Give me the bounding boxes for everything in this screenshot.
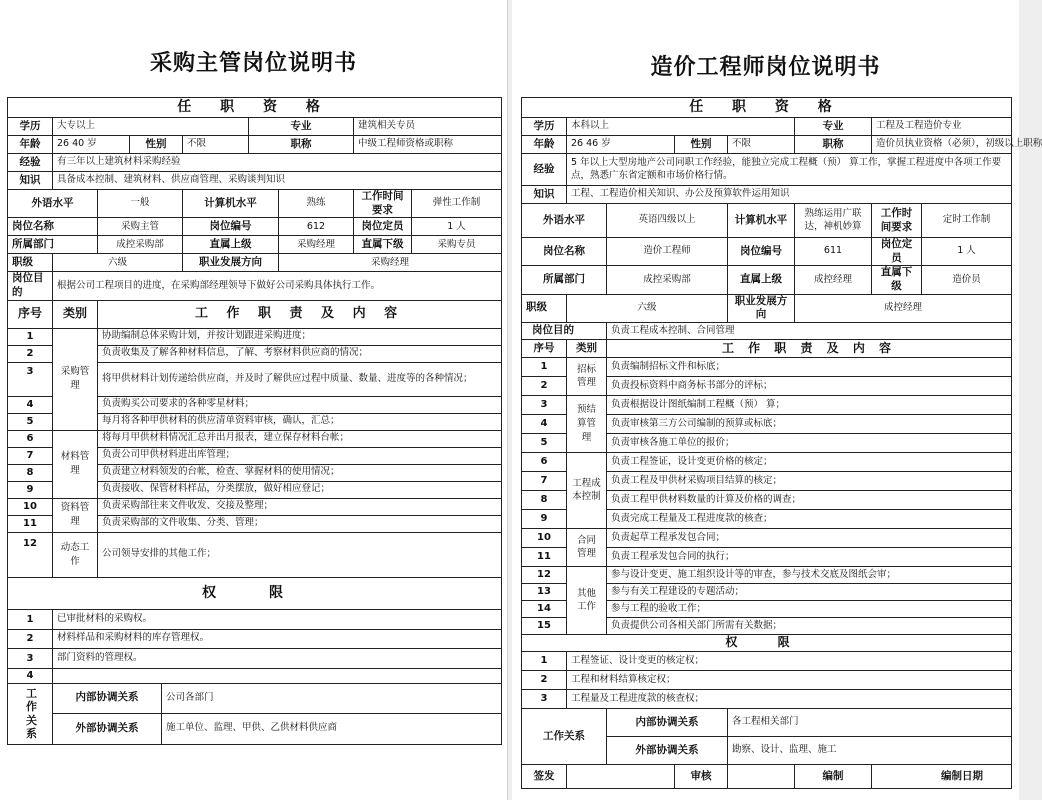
duty-text: 每月将各种甲供材料的供应清单资料审核，确认，汇总； (98, 413, 502, 430)
duty-number: 7 (8, 447, 53, 464)
work-time-value: 定时工作制 (922, 204, 1012, 238)
computer-label: 计算机水平 (728, 204, 795, 238)
authority-number: 1 (522, 651, 567, 670)
duty-text: 负责采购部的文件收集、分类、管理； (98, 515, 502, 532)
duty-text: 负责采购部往来文件收发、交接及整理； (98, 498, 502, 515)
duty-number: 12 (522, 566, 567, 583)
duty-number: 1 (8, 328, 53, 345)
duty-number: 5 (8, 413, 53, 430)
duty-number: 15 (522, 617, 567, 634)
duty-number: 2 (522, 376, 567, 395)
duty-number: 9 (522, 509, 567, 528)
number-header: 序号 (8, 300, 53, 328)
review-value (728, 764, 795, 788)
major-label: 专业 (249, 118, 354, 136)
duty-number: 12 (8, 532, 53, 577)
document-title: 造价工程师岗位说明书 (650, 54, 881, 80)
duty-number: 14 (522, 600, 567, 617)
duty-text: 负责建立材料领发的台帐，检查、掌握材料的使用情况； (98, 464, 502, 481)
review-label: 审核 (675, 764, 728, 788)
section-authority: 权 限 (522, 634, 1012, 651)
duty-number: 11 (522, 547, 567, 566)
category-cost-control: 工程成本控制 (567, 452, 607, 528)
age-value: 26 40 岁 (53, 136, 130, 154)
number-header: 序号 (522, 339, 567, 357)
duty-number: 3 (8, 362, 53, 396)
duty-number: 8 (8, 464, 53, 481)
education-label: 学历 (8, 118, 53, 136)
duty-text: 负责起草工程承发包合同； (607, 528, 1012, 547)
duties-header: 工 作 职 责 及 内 容 (98, 300, 502, 328)
duty-text: 参与工程的验收工作； (607, 600, 1012, 617)
title-value: 造价员执业资格（必须），初级以上职称 (872, 136, 1012, 154)
authority-text (53, 668, 502, 683)
knowledge-label: 知识 (8, 172, 53, 190)
gender-label: 性别 (130, 136, 183, 154)
authority-number: 3 (8, 648, 53, 668)
duty-text: 负责投标资料中商务标书部分的评标； (607, 376, 1012, 395)
duty-text: 参与有关工程建设的专题活动； (607, 583, 1012, 600)
category-purchasing: 采购管理 (53, 328, 98, 430)
duty-text: 负责购买公司要求的各种零星材料； (98, 396, 502, 413)
work-time-label: 工作时间要求 (354, 190, 412, 218)
age-label: 年龄 (8, 136, 53, 154)
headcount-label: 岗位定员 (872, 238, 922, 266)
superior-label: 直属上级 (183, 236, 279, 254)
duty-text: 负责接收、保管材料样品，分类摆放，做好相应登记； (98, 481, 502, 498)
category-header: 类别 (567, 339, 607, 357)
position-code-label: 岗位编号 (728, 238, 795, 266)
duty-number: 10 (8, 498, 53, 515)
education-value: 大专以上 (53, 118, 249, 136)
duty-text: 负责工程承发包合同的执行； (607, 547, 1012, 566)
grade-value: 六级 (567, 294, 728, 322)
work-relations-label (8, 683, 53, 744)
superior-label: 直属上级 (728, 266, 795, 294)
category-other: 其他工作 (567, 566, 607, 634)
department-value: 成控采购部 (607, 266, 728, 294)
duty-text: 负责收集及了解各种材料信息，了解、考察材料供应商的情况； (98, 345, 502, 362)
authority-text: 工程和材料结算核定权； (567, 670, 1012, 689)
category-header: 类别 (53, 300, 98, 328)
duty-number: 13 (522, 583, 567, 600)
title-label: 职称 (795, 136, 872, 154)
duty-number: 1 (522, 357, 567, 376)
duty-number: 2 (8, 345, 53, 362)
subordinate-label: 直属下级 (354, 236, 412, 254)
career-label: 职业发展方向 (183, 254, 279, 272)
duty-text: 公司领导安排的其他工作； (98, 532, 502, 577)
grade-label: 职级 (8, 254, 53, 272)
authority-number: 2 (8, 629, 53, 648)
external-relations-value: 勘察、设计、监理、施工 (728, 736, 1012, 764)
duty-text: 负责工程签证，设计变更价格的核定； (607, 452, 1012, 471)
title-label: 职称 (249, 136, 354, 154)
duty-text: 负责审核第三方公司编制的预算或标底； (607, 414, 1012, 433)
external-relations-value: 施工单位、监理、甲供、乙供材料供应商 (162, 713, 502, 744)
gender-label: 性别 (675, 136, 728, 154)
internal-relations-label: 内部协调关系 (607, 708, 728, 736)
grade-label: 职级 (522, 294, 567, 322)
age-label: 年龄 (522, 136, 567, 154)
major-label: 专业 (795, 118, 872, 136)
duty-text: 负责审核各施工单位的报价； (607, 433, 1012, 452)
authority-text: 材料样品和采购材料的库存管理权。 (53, 629, 502, 648)
education-label: 学历 (522, 118, 567, 136)
duty-number: 10 (522, 528, 567, 547)
knowledge-value: 工程、工程造价相关知识、办公及预算软件运用知识 (567, 186, 1012, 204)
gender-value: 不限 (728, 136, 795, 154)
duty-text: 参与设计变更、施工组织设计等的审查，参与技术交底及图纸会审； (607, 566, 1012, 583)
title-value: 中级工程师资格或职称 (354, 136, 502, 154)
purpose-value: 根据公司工程项目的进度，在采购部经理领导下做好公司采购具体执行工作。 (53, 272, 502, 300)
subordinate-value: 采购专员 (412, 236, 502, 254)
document-page-purchasing-supervisor (0, 0, 508, 800)
sign-label: 签发 (522, 764, 567, 788)
duty-text: 负责公司甲供材料进出库管理； (98, 447, 502, 464)
subordinate-label: 直属下级 (872, 266, 922, 294)
duty-number: 11 (8, 515, 53, 532)
category-documents: 资料管理 (53, 498, 98, 532)
purpose-label: 岗位目的 (8, 272, 53, 300)
duty-number: 7 (522, 471, 567, 490)
work-time-label: 工作时间要求 (872, 204, 922, 238)
position-label: 岗位名称 (8, 218, 98, 236)
grade-value: 六级 (53, 254, 183, 272)
internal-relations-value: 各工程相关部门 (728, 708, 1012, 736)
experience-value: 5 年以上大型房地产公司同职工作经验，能独立完成工程概（预） 算工作，掌握工程进度中各项工作要点，熟悉广东省定额和市场价格行情。 (567, 154, 1012, 186)
duty-text: 负责根据设计图纸编制工程概（预） 算； (607, 395, 1012, 414)
internal-relations-label: 内部协调关系 (53, 683, 162, 713)
superior-value: 成控经理 (795, 266, 872, 294)
duty-number: 6 (8, 430, 53, 447)
language-label: 外语水平 (522, 204, 607, 238)
authority-number: 2 (522, 670, 567, 689)
external-relations-label: 外部协调关系 (607, 736, 728, 764)
duties-header: 工 作 职 责 及 内 容 (607, 339, 1012, 357)
job-description-table (7, 97, 502, 745)
document-page-cost-engineer (512, 0, 1042, 800)
duty-number: 3 (522, 395, 567, 414)
career-value: 采购经理 (279, 254, 502, 272)
headcount-value: 1 人 (922, 238, 1012, 266)
major-value: 建筑相关专员 (354, 118, 502, 136)
duty-text: 负责工程甲供材料数量的计算及价格的调查； (607, 490, 1012, 509)
duty-number: 4 (522, 414, 567, 433)
headcount-label: 岗位定员 (354, 218, 412, 236)
work-time-value: 弹性工作制 (412, 190, 502, 218)
duty-text: 将每月甲供材料情况汇总并出月报表，建立保存材料台帐； (98, 430, 502, 447)
authority-number: 3 (522, 689, 567, 708)
duty-text: 负责编制招标文件和标底； (607, 357, 1012, 376)
sign-value (567, 764, 675, 788)
duty-number: 4 (8, 396, 53, 413)
category-dynamic: 动态工作 (53, 532, 98, 577)
knowledge-value: 具备成本控制、建筑材料、供应商管理、采购谈判知识 (53, 172, 502, 190)
position-code-value: 612 (279, 218, 354, 236)
compile-date-label: 编制日期 (872, 764, 1012, 788)
duty-text: 负责完成工程量及工程进度款的核查； (607, 509, 1012, 528)
category-materials: 材料管理 (53, 430, 98, 498)
section-qualifications: 任 职 资 格 (522, 98, 1012, 118)
position-code-label: 岗位编号 (183, 218, 279, 236)
authority-number: 4 (8, 668, 53, 683)
compile-label: 编制 (795, 764, 872, 788)
superior-value: 采购经理 (279, 236, 354, 254)
career-label: 职业发展方向 (728, 294, 795, 322)
authority-text: 工程签证、设计变更的核定权； (567, 651, 1012, 670)
experience-label: 经验 (8, 154, 53, 172)
gender-value: 不限 (183, 136, 249, 154)
position-label: 岗位名称 (522, 238, 607, 266)
duty-text: 将甲供材料计划传递给供应商，并及时了解供应过程中质量、数量、进度等的各种情况； (98, 362, 502, 396)
career-value: 成控经理 (795, 294, 1012, 322)
authority-text: 工程量及工程进度款的核查权； (567, 689, 1012, 708)
work-relations-label: 工作关系 (522, 708, 607, 764)
section-authority: 权 限 (8, 577, 502, 609)
duty-number: 8 (522, 490, 567, 509)
language-label: 外语水平 (8, 190, 98, 218)
document-title: 采购主管岗位说明书 (149, 50, 357, 76)
language-value: 英语四级以上 (607, 204, 728, 238)
headcount-value: 1 人 (412, 218, 502, 236)
external-relations-label: 外部协调关系 (53, 713, 162, 744)
purpose-value: 负责工程成本控制、合同管理 (607, 322, 1012, 339)
category-budgeting: 预结算管理 (567, 395, 607, 452)
purpose-label: 岗位目的 (522, 322, 607, 339)
duty-number: 6 (522, 452, 567, 471)
authority-number: 1 (8, 609, 53, 629)
work-relations-text: 工作关系 (26, 687, 37, 740)
authority-text: 部门资料的管理权。 (53, 648, 502, 668)
duty-number: 9 (8, 481, 53, 498)
knowledge-label: 知识 (522, 186, 567, 204)
duty-text: 协助编制总体采购计划，并按计划跟进采购进度； (98, 328, 502, 345)
language-value: 一般 (98, 190, 183, 218)
subordinate-value: 造价员 (922, 266, 1012, 294)
experience-label: 经验 (522, 154, 567, 186)
position-value: 采购主管 (98, 218, 183, 236)
position-value: 造价工程师 (607, 238, 728, 266)
category-bidding: 招标管理 (567, 357, 607, 395)
experience-value: 有三年以上建筑材料采购经验 (53, 154, 502, 172)
duty-text: 负责提供公司各相关部门所需有关数据； (607, 617, 1012, 634)
major-value: 工程及工程造价专业 (872, 118, 1012, 136)
department-label: 所属部门 (8, 236, 98, 254)
computer-value: 熟练 (279, 190, 354, 218)
duty-text: 负责工程及甲供材采购项目结算的核定； (607, 471, 1012, 490)
computer-label: 计算机水平 (183, 190, 279, 218)
authority-text: 已审批材料的采购权。 (53, 609, 502, 629)
category-contract: 合同管理 (567, 528, 607, 566)
position-code-value: 611 (795, 238, 872, 266)
computer-value: 熟练运用广联达，神机妙算 (795, 204, 872, 238)
job-description-table (521, 97, 1042, 789)
department-value: 成控采购部 (98, 236, 183, 254)
duty-number: 5 (522, 433, 567, 452)
education-value: 本科以上 (567, 118, 795, 136)
department-label: 所属部门 (522, 266, 607, 294)
internal-relations-value: 公司各部门 (162, 683, 502, 713)
age-value: 26 46 岁 (567, 136, 675, 154)
section-qualifications: 任 职 资 格 (8, 98, 502, 118)
